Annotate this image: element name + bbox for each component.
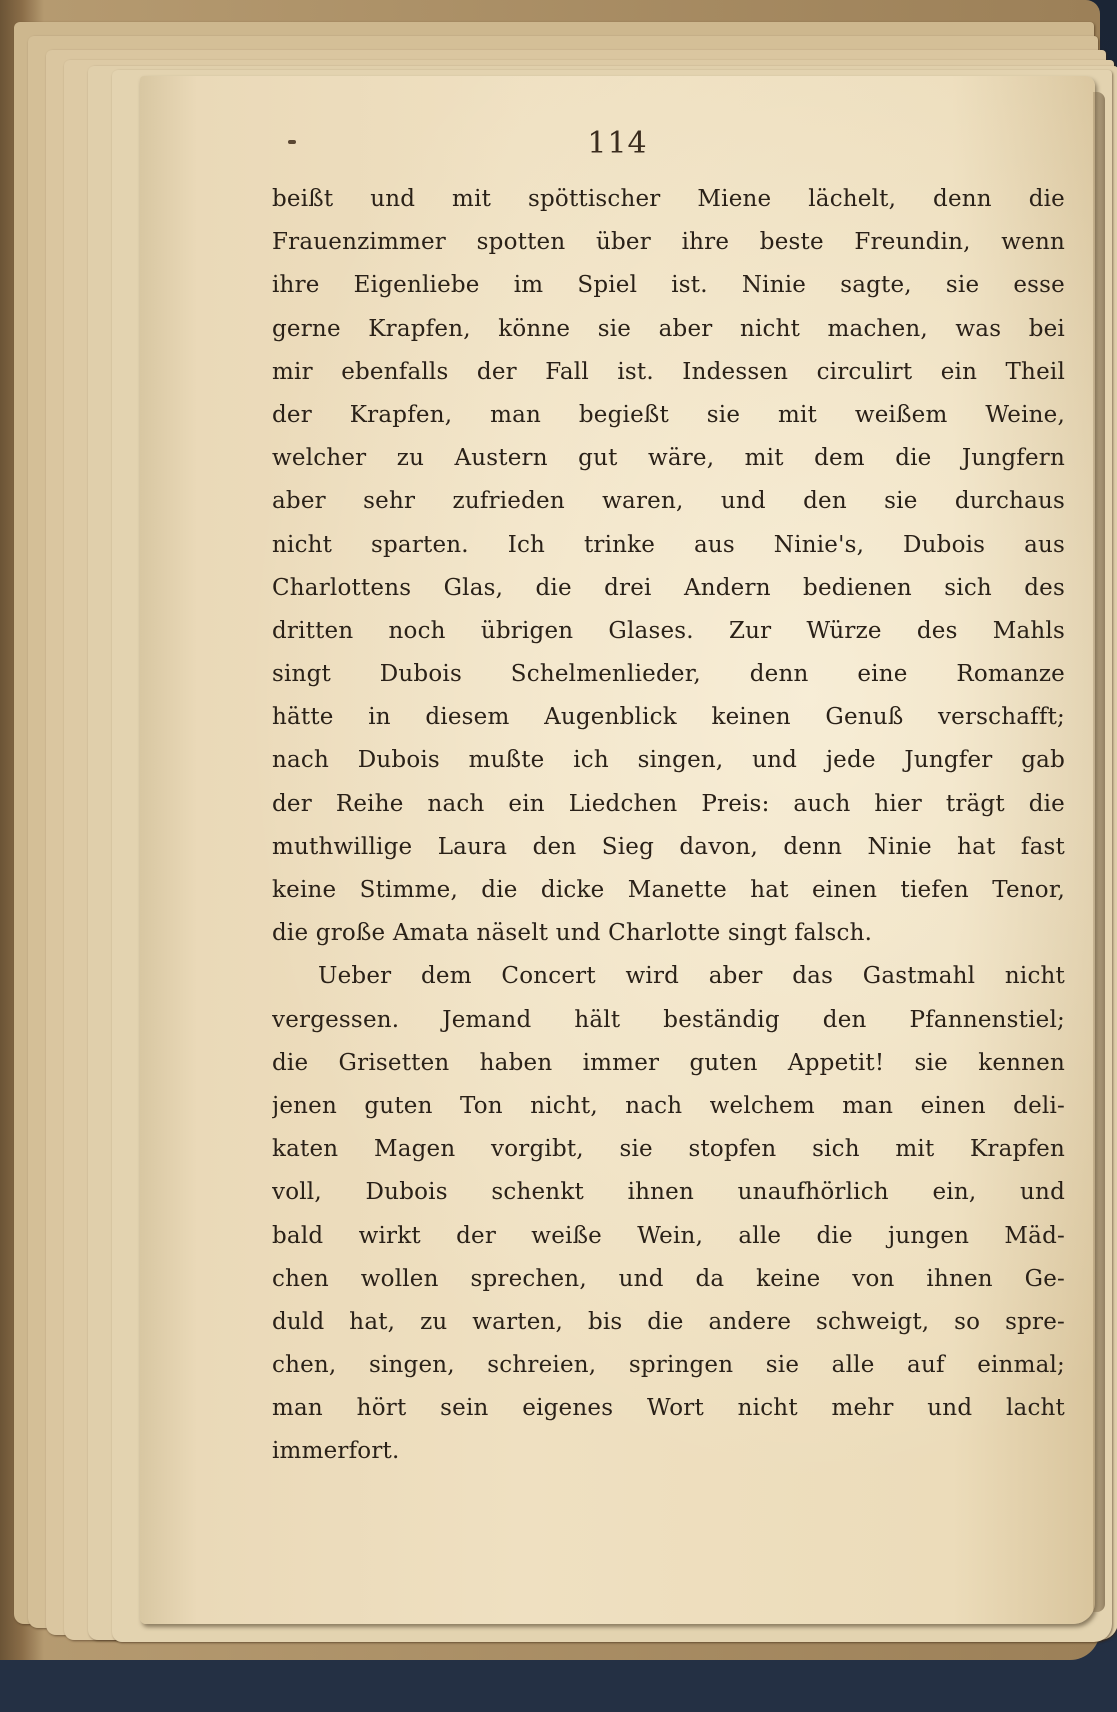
page-number: 114 xyxy=(587,126,648,161)
paragraph xyxy=(272,955,1065,1473)
text-line: der Reihe nach ein Liedchen Preis: auch hier trägt die xyxy=(272,790,1065,817)
text-line: duld hat, zu warten, bis die andere schweigt, so spre- xyxy=(272,1308,1065,1335)
text-line: bald wirkt der weiße Wein, alle die jungen Mäd- xyxy=(272,1222,1065,1249)
text-line: katen Magen vorgibt, sie stopfen sich mit Krapfen xyxy=(272,1136,1065,1163)
text-line: muthwillige Laura den Sieg davon, denn Ninie hat fast xyxy=(272,833,1065,860)
text-line: vergessen. Jemand hält beständig den Pfannenstiel; xyxy=(272,1006,1065,1033)
text-line: man hört sein eigenes Wort nicht mehr und lacht xyxy=(272,1395,1065,1422)
text-line: Charlottens Glas, die drei Andern bedienen sich des xyxy=(272,574,1065,601)
book-page xyxy=(140,76,1095,1624)
text-line: jenen guten Ton nicht, nach welchem man einen deli- xyxy=(272,1092,1065,1119)
text-line: keine Stimme, die dicke Manette hat einen tiefen Tenor, xyxy=(272,877,1065,903)
text-line: hätte in diesem Augenblick keinen Genuß verschafft; xyxy=(272,704,1065,731)
paragraph xyxy=(272,178,1065,955)
text-line: dritten noch übrigen Glases. Zur Würze des Mahls xyxy=(272,617,1065,644)
text-line: nicht sparten. Ich trinke aus Ninie's, Dubois aus xyxy=(272,531,1065,558)
page-edge-shadow xyxy=(1093,92,1105,1612)
text-line: beißt und mit spöttischer Miene lächelt, denn die xyxy=(272,186,1065,212)
text-line: der Krapfen, man begießt sie mit weißem Weine, xyxy=(272,401,1065,428)
text-line: ihre Eigenliebe im Spiel ist. Ninie sagte, sie esse xyxy=(272,272,1065,299)
text-line: Frauenzimmer spotten über ihre beste Freundin, wenn xyxy=(272,229,1065,256)
body-text xyxy=(272,178,1065,1474)
text-line: aber sehr zufrieden waren, und den sie durchaus xyxy=(272,488,1065,515)
text-line: welcher zu Austern gut wäre, mit dem die Jungfern xyxy=(272,445,1065,472)
text-line: voll, Dubois schenkt ihnen unaufhörlich ein, und xyxy=(272,1179,1065,1206)
text-line: gerne Krapfen, könne sie aber nicht machen, was bei xyxy=(272,315,1065,342)
text-line: mir ebenfalls der Fall ist. Indessen circulirt ein Theil xyxy=(272,358,1065,385)
text-line: chen wollen sprechen, und da keine von ihnen Ge- xyxy=(272,1265,1065,1292)
text-line: nach Dubois mußte ich singen, und jede Jungfer gab xyxy=(272,747,1065,774)
text-line: singt Dubois Schelmenlieder, denn eine Romanze xyxy=(272,661,1065,688)
text-line: die Grisetten haben immer guten Appetit! sie kennen xyxy=(272,1049,1065,1076)
text-line: Ueber dem Concert wird aber das Gastmahl nicht xyxy=(318,963,1065,990)
text-line: immerfort. xyxy=(272,1438,400,1465)
text-line: die große Amata näselt und Charlotte singt falsch. xyxy=(272,920,873,947)
text-line: chen, singen, schreien, springen sie alle auf einmal; xyxy=(272,1352,1065,1379)
